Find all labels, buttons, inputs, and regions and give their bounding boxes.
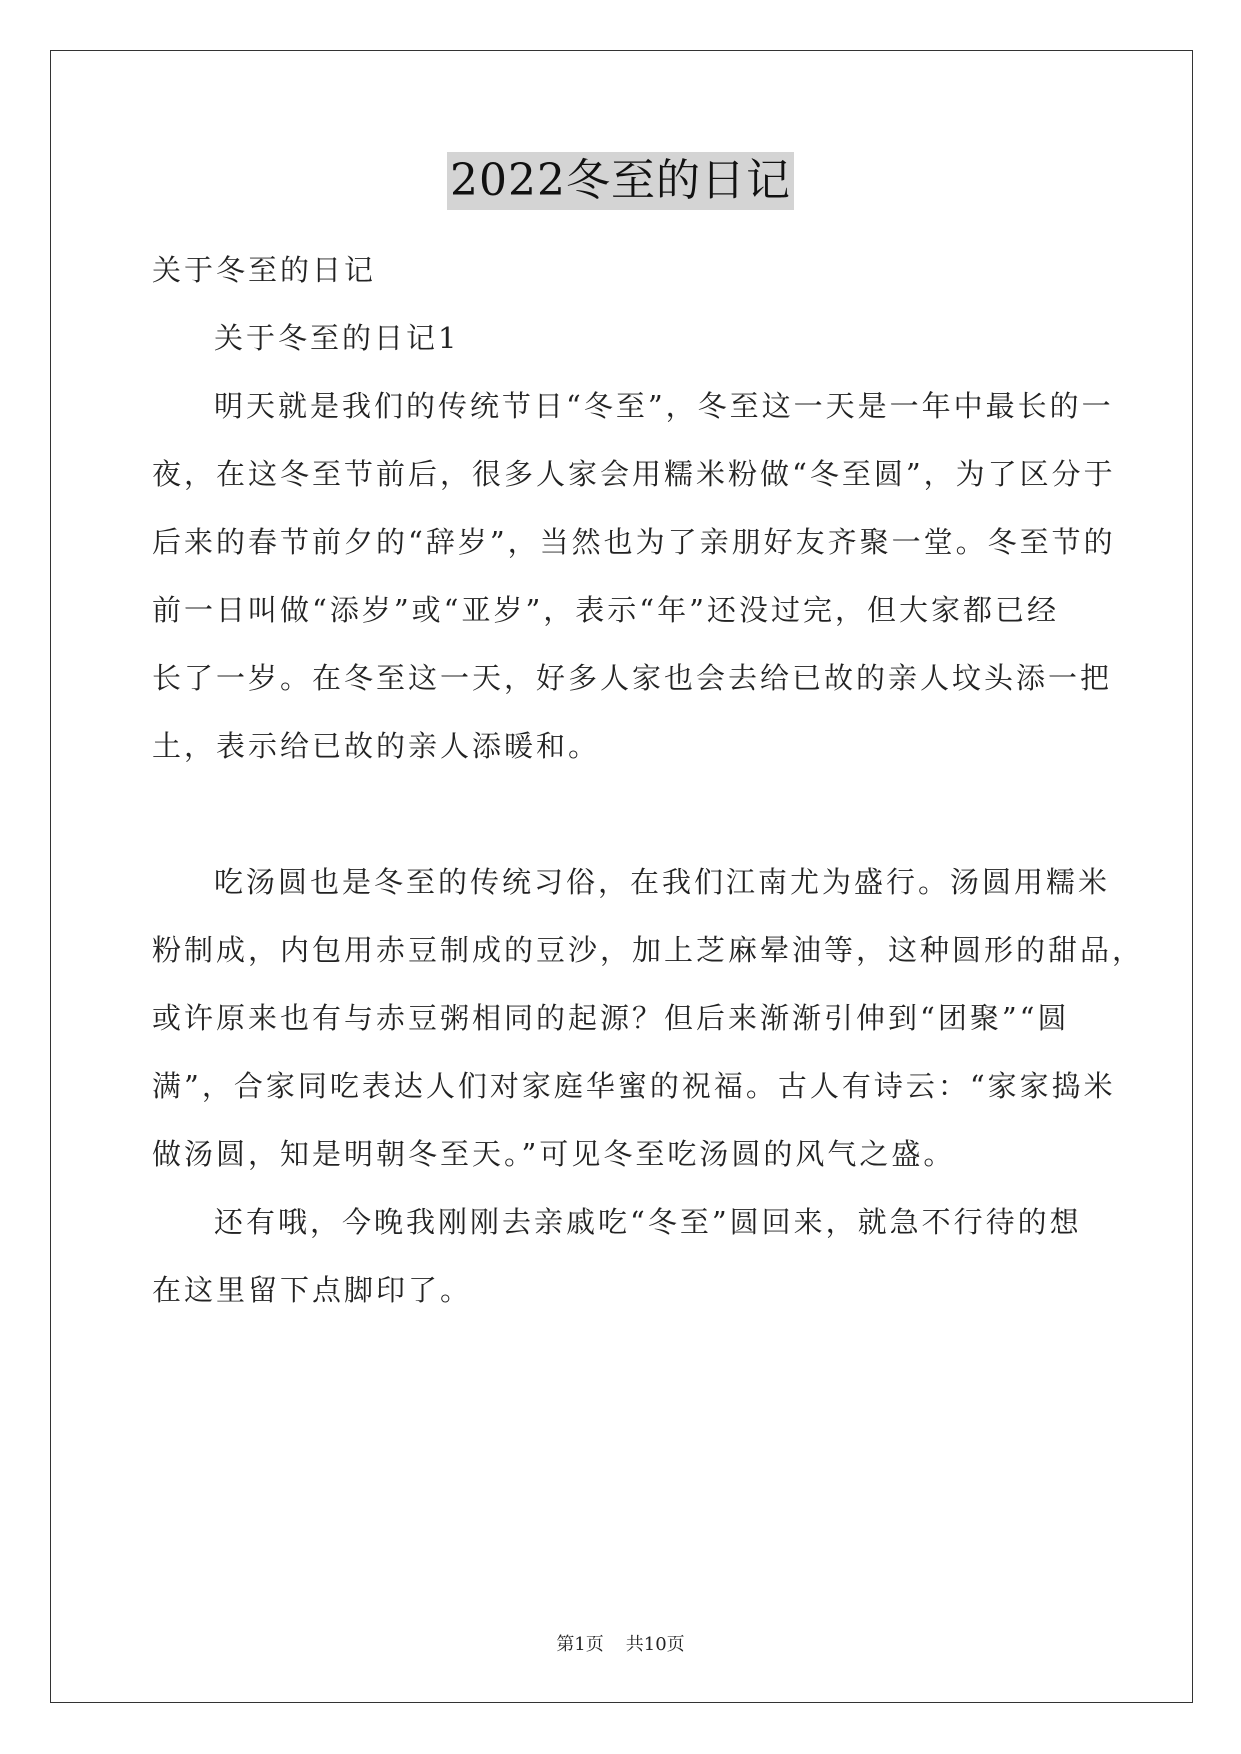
paragraph-line: 在这里留下点脚印了。	[152, 1273, 473, 1307]
section-heading: 关于冬至的日记1	[214, 321, 460, 355]
page-footer	[0, 1630, 1241, 1656]
paragraph-line: 还有哦，今晚我刚刚去亲戚吃“冬至”圆回来，就急不行待的想	[214, 1205, 1082, 1239]
paragraph-line: 前一日叫做“添岁”或“亚岁”，表示“年”还没过完，但大家都已经	[152, 593, 1059, 627]
paragraph-line: 明天就是我们的传统节日“冬至”，冬至这一天是一年中最长的一	[214, 389, 1114, 423]
paragraph-3	[152, 1188, 1092, 1324]
page-number: 第1页	[556, 1634, 604, 1655]
paragraph-line: 长了一岁。在冬至这一天，好多人家也会去给已故的亲人坟头添一把	[152, 661, 1113, 695]
paragraph-line: 或许原来也有与赤豆粥相同的起源？但后来渐渐引伸到“团聚”“圆	[152, 1001, 1070, 1035]
subtitle: 关于冬至的日记	[152, 253, 377, 287]
document-title: 2022冬至的日记	[447, 152, 794, 210]
document-body	[152, 236, 1145, 1324]
paragraph-line: 夜，在这冬至节前后，很多人家会用糯米粉做“冬至圆”，为了区分于	[152, 457, 1116, 491]
title-container	[0, 152, 1241, 210]
paragraph-line: 土，表示给已故的亲人添暖和。	[152, 729, 601, 763]
paragraph-line: 满”，合家同吃表达人们对家庭华蜜的祝福。古人有诗云：“家家捣米	[152, 1069, 1116, 1103]
paragraph-line: 粉制成，内包用赤豆制成的豆沙，加上芝麻晕油等，这种圆形的甜品，	[152, 933, 1145, 967]
paragraph-line: 后来的春节前夕的“辞岁”，当然也为了亲朋好友齐聚一堂。冬至节的	[152, 525, 1116, 559]
paragraph-line: 吃汤圆也是冬至的传统习俗，在我们江南尤为盛行。汤圆用糯米	[214, 865, 1111, 899]
page-total: 共10页	[625, 1634, 685, 1655]
paragraph-1	[152, 372, 1116, 780]
blank-line	[152, 780, 1092, 848]
paragraph-line: 做汤圆，知是明朝冬至天。”可见冬至吃汤圆的风气之盛。	[152, 1137, 956, 1171]
paragraph-2	[152, 848, 1145, 1188]
